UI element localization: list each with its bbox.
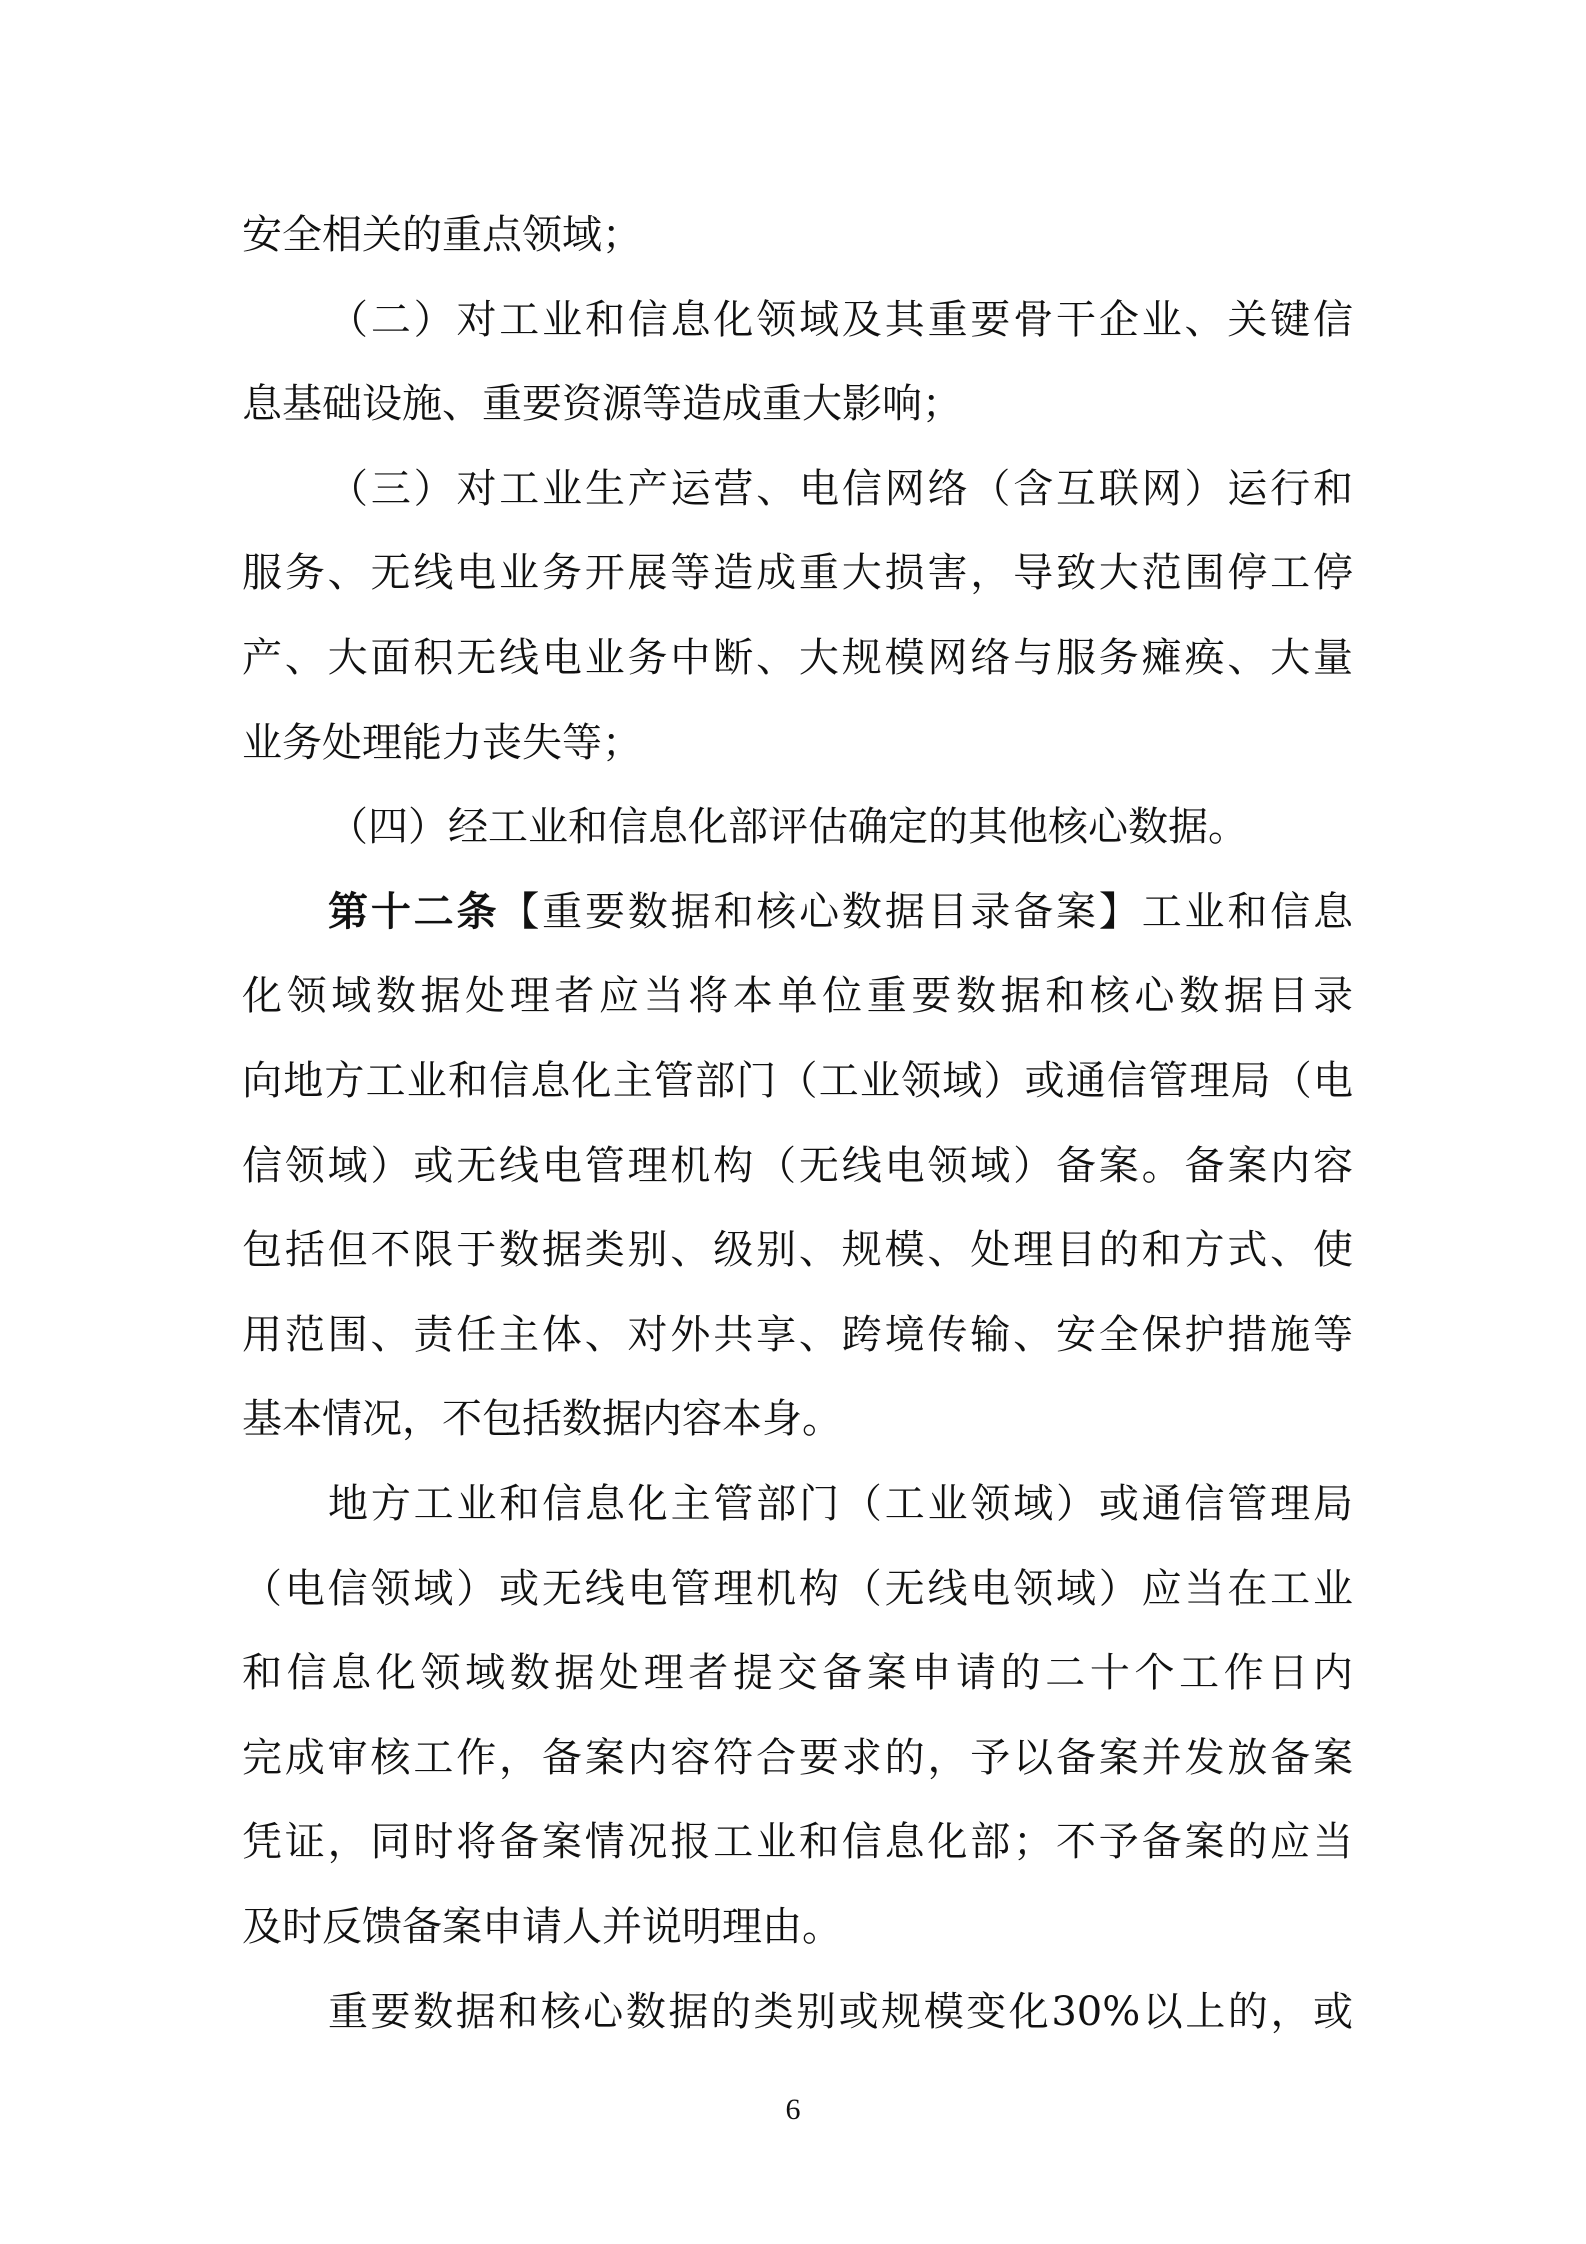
line-text: 及时反馈备案申请人并说明理由。 — [242, 1904, 842, 1950]
line-text: 服务、无线电业务开展等造成重大损害，导致大范围停工停 — [242, 550, 1353, 597]
line-text: 地方工业和信息化主管部门（工业领域）或通信管理局 — [328, 1481, 1353, 1527]
paragraph-0-line — [242, 210, 1353, 260]
paragraph-4-line — [242, 1225, 1353, 1275]
paragraph-4-line — [242, 971, 1353, 1021]
line-text: （四）经工业和信息化部评估确定的其他核心数据。 — [328, 804, 1248, 851]
paragraph-3-line — [328, 802, 1353, 852]
line-text: 产、大面积无线电业务中断、大规模网络与服务瘫痪、大量 — [242, 635, 1353, 681]
line-text: （三）对工业生产运营、电信网络（含互联网）运行和 — [328, 465, 1353, 512]
line-text: 重要数据和核心数据的类别或规模变化30%以上的，或 — [328, 1988, 1353, 2035]
paragraph-2-line — [328, 464, 1353, 514]
line-text: 【重要数据和核心数据目录备案】工业和信息 — [499, 888, 1354, 935]
line-text: 凭证，同时将备案情况报工业和信息化部；不予备案的应当 — [242, 1819, 1353, 1866]
line-text: （二）对工业和信息化领域及其重要骨干企业、关键信 — [328, 296, 1353, 343]
line-text: 基本情况，不包括数据内容本身。 — [242, 1396, 842, 1443]
line-text: 向地方工业和信息化主管部门（工业领域）或通信管理局（电 — [242, 1058, 1353, 1104]
line-text: 信领域）或无线电管理机构（无线电领域）备案。备案内容 — [242, 1142, 1353, 1189]
line-text: 和信息化领域数据处理者提交备案申请的二十个工作日内 — [242, 1650, 1353, 1697]
paragraph-6-line — [328, 1987, 1353, 2037]
line-text: 化领域数据处理者应当将本单位重要数据和核心数据目录 — [242, 973, 1353, 1020]
paragraph-2-line — [242, 718, 1353, 768]
paragraph-1-line — [242, 379, 1353, 429]
line-text: 用范围、责任主体、对外共享、跨境传输、安全保护措施等 — [242, 1311, 1353, 1358]
paragraph-5-line — [242, 1902, 1353, 1952]
paragraph-4-line — [242, 1310, 1353, 1360]
article-number: 第十二条 — [328, 888, 500, 935]
line-text: 业务处理能力丧失等； — [242, 719, 642, 766]
paragraph-4-line — [242, 1056, 1353, 1106]
paragraph-5-line — [328, 1479, 1353, 1529]
paragraph-4-line — [328, 887, 1353, 937]
paragraph-5-line — [242, 1733, 1353, 1783]
page-number: 6 — [785, 2093, 801, 2126]
paragraph-4-line — [242, 1394, 1353, 1444]
paragraph-4-line — [242, 1141, 1353, 1191]
line-text: 完成审核工作，备案内容符合要求的，予以备案并发放备案 — [242, 1734, 1353, 1781]
paragraph-2-line — [242, 633, 1353, 683]
paragraph-2-line — [242, 548, 1353, 598]
line-text: 包括但不限于数据类别、级别、规模、处理目的和方式、使 — [242, 1227, 1353, 1274]
paragraph-1-line — [328, 295, 1353, 345]
line-text: （电信领域）或无线电管理机构（无线电领域）应当在工业 — [242, 1565, 1353, 1612]
paragraph-5-line — [242, 1817, 1353, 1867]
paragraph-5-line — [242, 1648, 1353, 1698]
line-text: 息基础设施、重要资源等造成重大影响； — [242, 381, 962, 428]
line-text: 安全相关的重点领域； — [242, 212, 642, 258]
paragraph-5-line — [242, 1564, 1353, 1614]
